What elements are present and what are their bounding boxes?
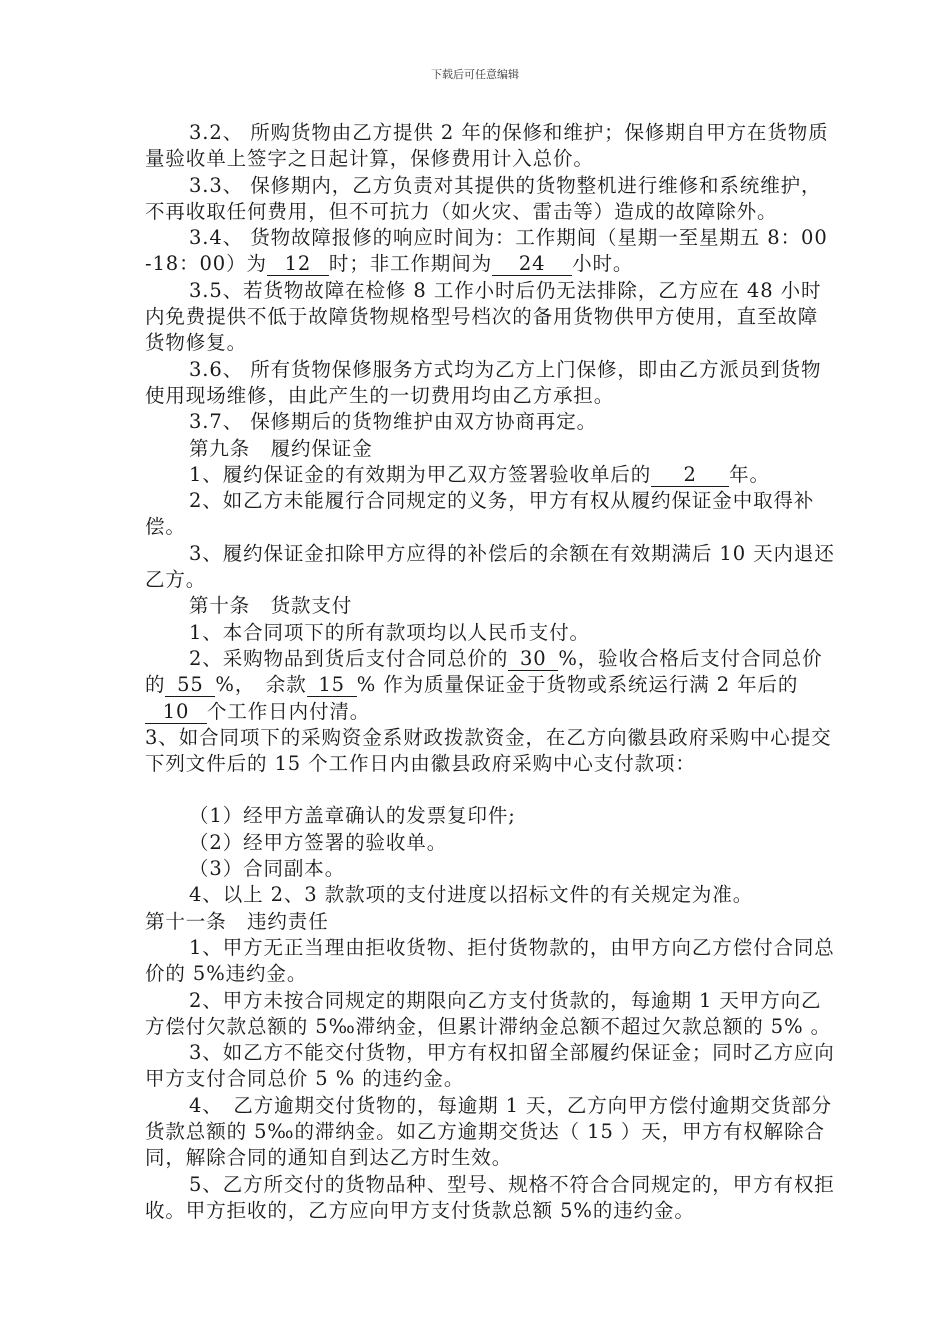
guarantee-years: 2 xyxy=(651,464,729,487)
pct-retention: 15 xyxy=(307,674,357,697)
article-11-item-4: 4、 乙方逾期交付货物的，每逾期 1 天，乙方向甲方偿付逾期交货部分货款总额的 5‰的滞纳金。如乙方逾期交货达（ 15 ）天，甲方有权解除合同，解除合同的通知自到达乙方时生效。 xyxy=(145,1093,833,1170)
response-hours-workday: 12 xyxy=(267,253,329,276)
article-11-item-2: 2、甲方未按合同规定的期限向乙方支付货款的，每逾期 1 天甲方向乙方偿付欠款总额的 5‰滞纳金，但累计滞纳金总额不超过欠款总额的 5% 。 xyxy=(145,988,832,1038)
clause-3-6: 3.6、 所有货物保修服务方式均为乙方上门保修，即由乙方派员到货物使用现场维修，由此产生的一切费用均由乙方承担。 xyxy=(145,357,822,407)
article-9-item-2: 2、如乙方未能履行合同规定的义务，甲方有权从履约保证金中取得补偿。 xyxy=(145,489,815,539)
clause-3-4: 3.4、 货物故障报修的响应时间为：工作期间（星期一至星期五 8：00-18：00）为 12 时；非工作期间为 24 小时。 xyxy=(145,226,828,276)
article-9-item-3: 3、履约保证金扣除甲方应得的补偿后的余额在有效期满后 10 天内退还乙方。 xyxy=(145,541,835,592)
article-10-item-1: 1、本合同项下的所有款项均以人民币支付。 xyxy=(189,620,590,644)
article-11-item-1: 1、甲方无正当理由拒收货物、拒付货物款的，由甲方向乙方偿付合同总价的 5%违约金。 xyxy=(145,935,835,986)
article-9-title: 第九条 履约保证金 xyxy=(189,436,373,460)
document-list-item-1: （1）经甲方盖章确认的发票复印件; xyxy=(189,804,516,828)
document-body xyxy=(145,120,835,1224)
article-11-title: 第十一条 违约责任 xyxy=(145,909,329,933)
article-11-item-3: 3、如乙方不能交付货物，甲方有权扣留全部履约保证金；同时乙方应向甲方支付合同总价 5 % 的违约金。 xyxy=(145,1041,835,1091)
pct-on-delivery: 30 xyxy=(508,648,558,671)
article-9-item-1: 1、履约保证金的有效期为甲乙双方签署验收单后的 2 年。 xyxy=(189,462,770,486)
clause-3-3: 3.3、 保修期内，乙方负责对其提供的货物整机进行维修和系统维护，不再收取任何费用，但不可抗力（如火灾、雷击等）造成的故障除外。 xyxy=(145,173,822,223)
payment-days: 10 xyxy=(145,701,207,724)
clause-3-5: 3.5、若货物故障在检修 8 工作小时后仍无法排除，乙方应在 48 小时内免费提供不低于故障货物规格型号档次的备用货物供甲方使用，直至故障货物修复。 xyxy=(145,278,822,355)
document-list-item-3: （3）合同副本。 xyxy=(189,857,346,881)
response-hours-offday: 24 xyxy=(492,253,572,276)
spacer xyxy=(145,777,835,803)
page-header: 下载后可任意编辑 xyxy=(431,68,519,81)
clause-3-7: 3.7、 保修期后的货物维护由双方协商再定。 xyxy=(189,410,598,434)
article-10-item-4: 4、以上 2、3 款款项的支付进度以招标文件的有关规定为准。 xyxy=(189,883,754,907)
article-10-item-3: 3、如合同项下的采购资金系财政拨款资金，在乙方向徽县政府采购中心提交下列文件后的 15 个工作日内由徽县政府采购中心支付款项： xyxy=(145,725,832,776)
article-11-item-5: 5、乙方所交付的货物品种、型号、规格不符合合同规定的，甲方有权拒收。甲方拒收的，乙方应向甲方支付货款总额 5%的违约金。 xyxy=(145,1172,835,1222)
article-10-title: 第十条 货款支付 xyxy=(189,594,353,618)
clause-3-2: 3.2、 所购货物由乙方提供 2 年的保修和维护；保修期自甲方在货物质量验收单上签字之日起计算，保修费用计入总价。 xyxy=(145,121,829,171)
pct-on-acceptance: 55 xyxy=(165,674,215,697)
document-list-item-2: （2）经甲方签署的验收单。 xyxy=(189,830,448,854)
article-10-item-2: 2、采购物品到货后支付合同总价的 30 %，验收合格后支付合同总价的 55 %， 余款 15 % 作为质量保证金于货物或系统运行满 2 年后的10 个工作日内付清。 xyxy=(145,646,823,723)
